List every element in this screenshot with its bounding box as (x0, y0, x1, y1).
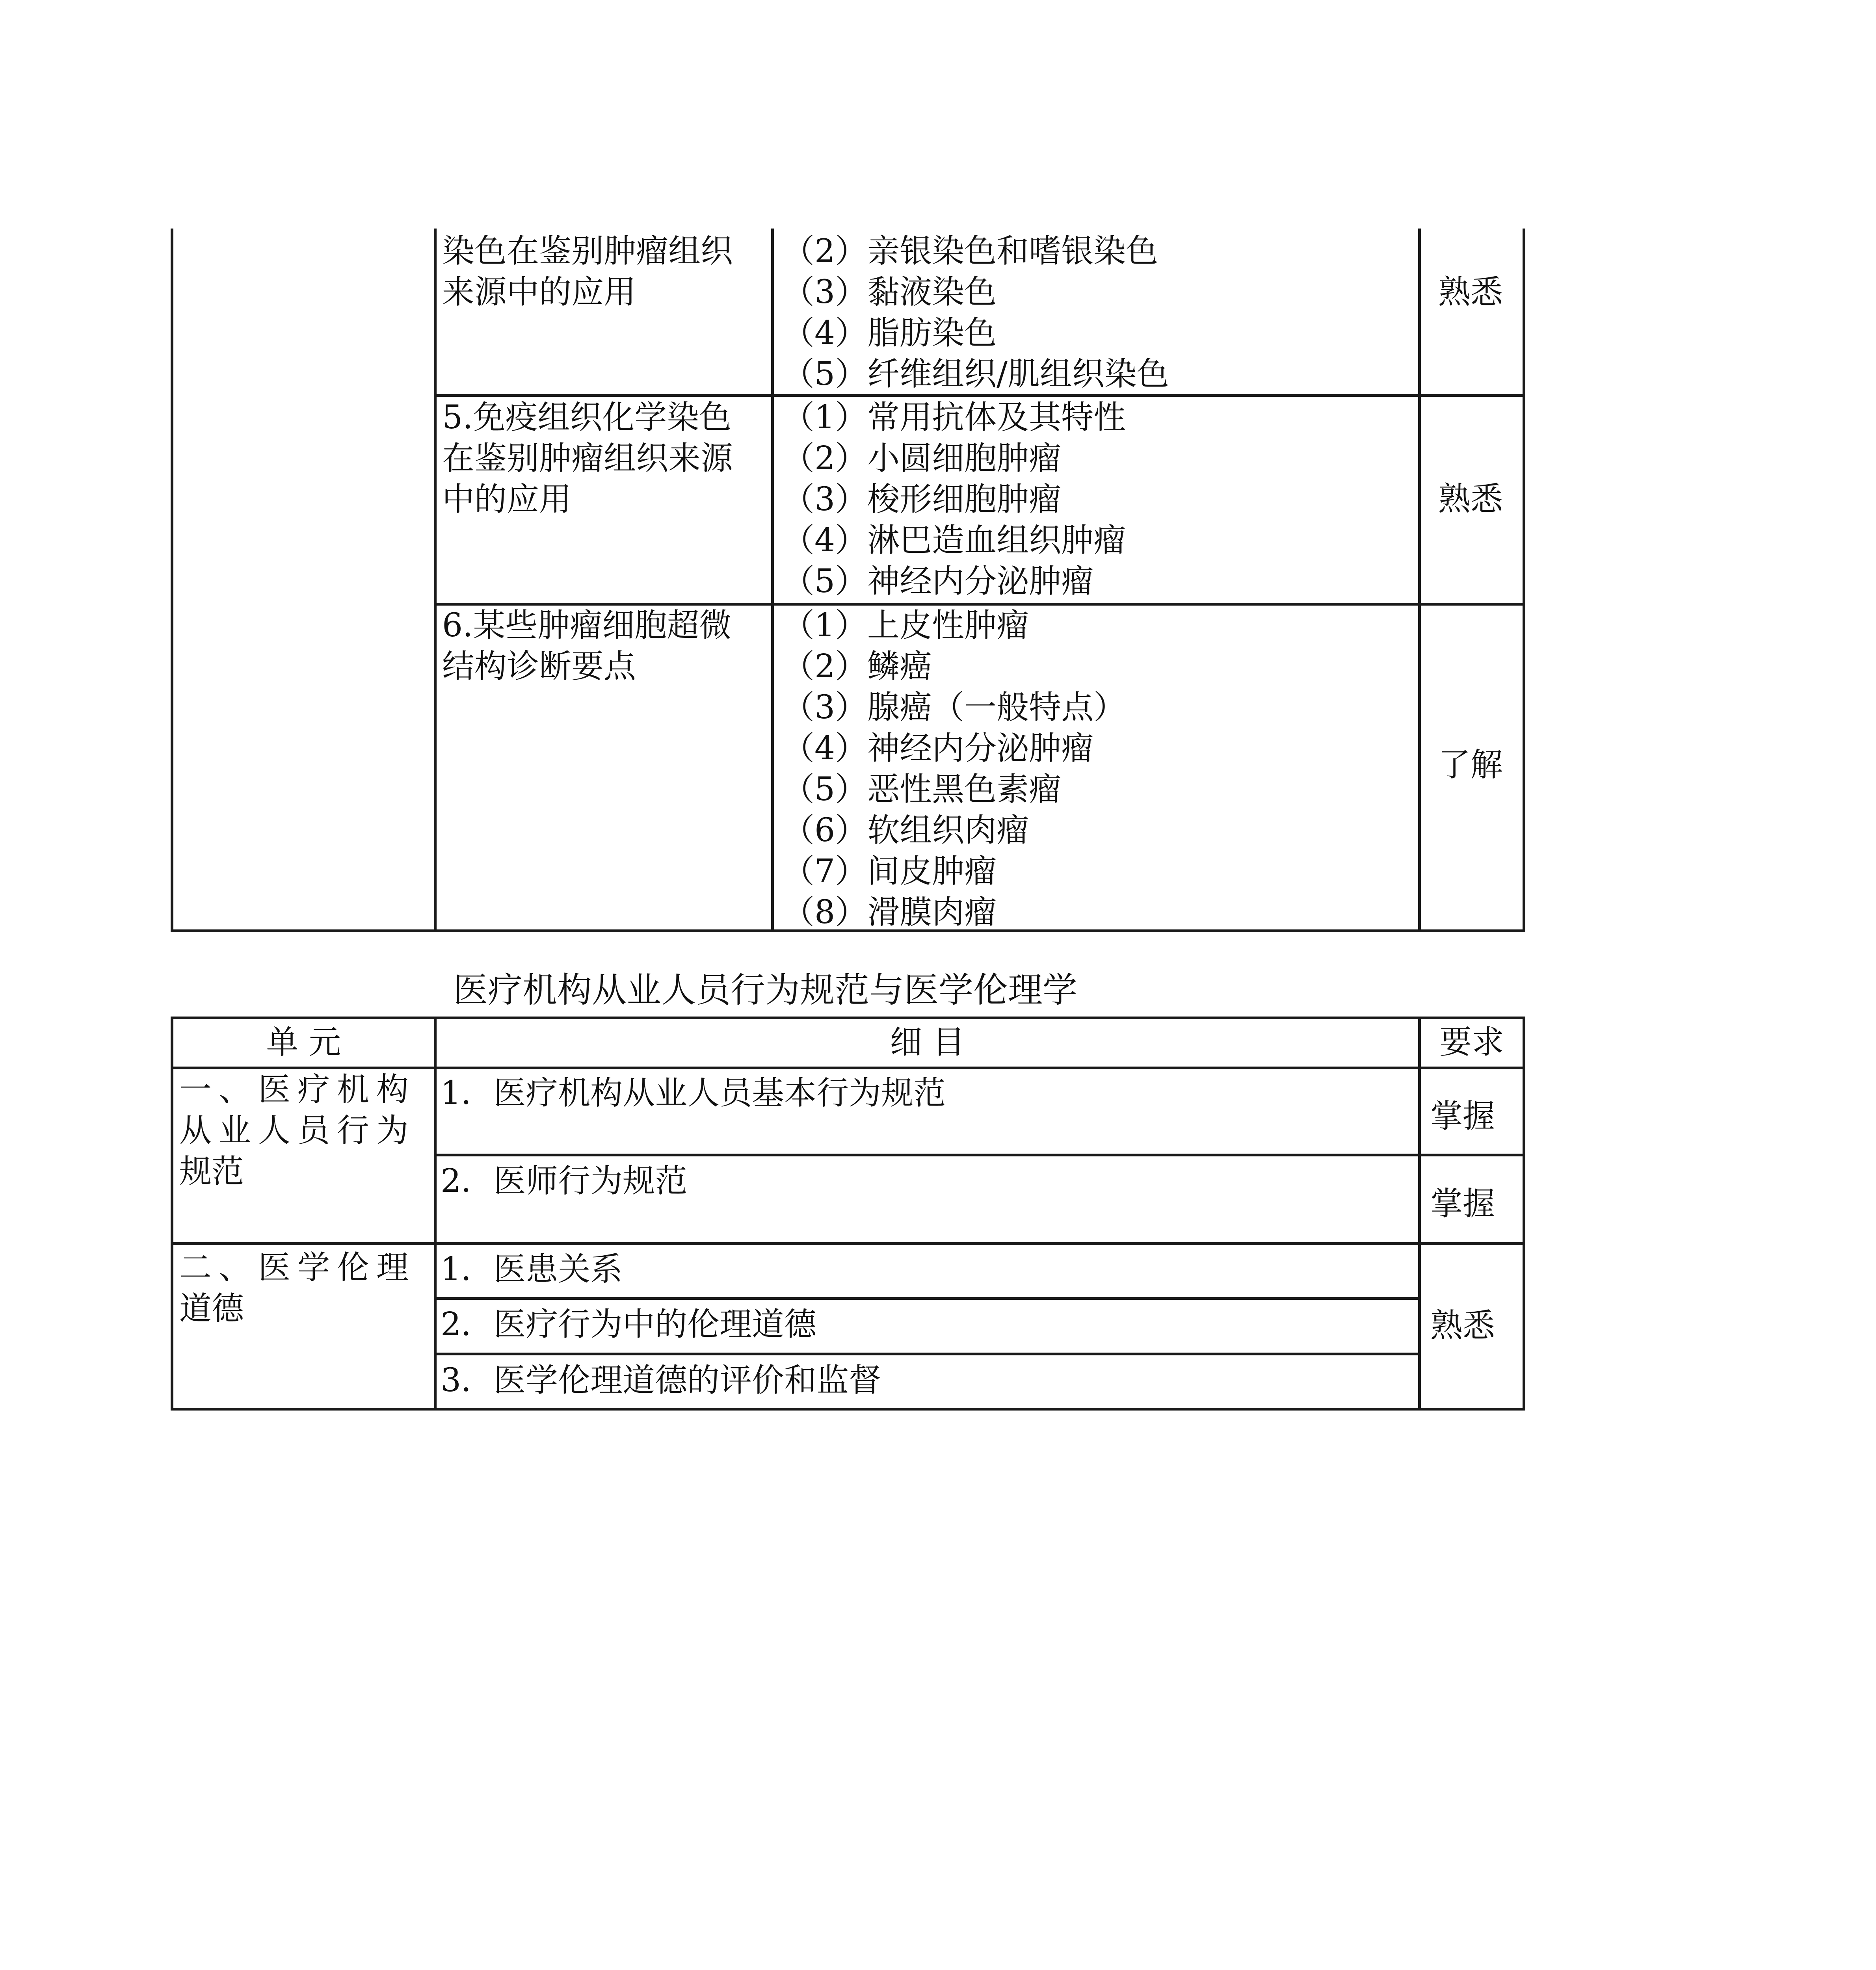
table-border-right (1523, 229, 1525, 932)
topic-line: 来源中的应用 (442, 273, 636, 311)
table-border-bottom (171, 1408, 1525, 1411)
table-row-details (782, 397, 1126, 602)
requirement-level: 了解 (1438, 746, 1503, 784)
detail-item: （3）腺癌（一般特点） (782, 689, 1126, 726)
requirement-level: 掌握 (1430, 1185, 1495, 1223)
header-requirement: 要求 (1439, 1024, 1504, 1061)
row-divider (434, 1154, 1525, 1156)
unit-name (179, 1069, 416, 1192)
unit-name-line: 道德 (179, 1290, 244, 1327)
topic-line: 6.某些肿瘤细胞超微 (442, 607, 732, 644)
table-border-left (171, 229, 173, 932)
column-divider-topic (434, 229, 437, 932)
detail-item: （5）神经内分泌肿瘤 (782, 563, 1094, 600)
table-row-details (782, 605, 1126, 933)
detail-item: 1．医患关系 (441, 1251, 623, 1288)
detail-item: 2．医疗行为中的伦理道德 (441, 1306, 817, 1343)
detail-item: （5）恶性黑色素瘤 (782, 771, 1062, 808)
detail-item: （6）软组织肉瘤 (782, 812, 1029, 849)
detail-item: （2）亲银染色和嗜银染色 (782, 232, 1158, 270)
requirement-level: 熟悉 (1438, 273, 1503, 311)
unit-name (179, 1247, 416, 1329)
column-divider-unit (434, 1017, 437, 1411)
requirement-level: 熟悉 (1438, 480, 1503, 518)
table-row-topic (442, 231, 733, 313)
table-border-top (171, 1017, 1525, 1019)
unit-name-line: 从业人员行为 (179, 1112, 416, 1149)
requirement-level: 熟悉 (1430, 1307, 1495, 1344)
detail-item: （7）间皮肿瘤 (782, 853, 997, 890)
table-row-details (782, 231, 1169, 395)
header-unit: 单 元 (266, 1024, 341, 1061)
detail-item: （5）纤维组织/肌组织染色 (782, 355, 1169, 393)
section-title: 医疗机构从业人员行为规范与医学伦理学 (453, 970, 1078, 1010)
detail-item: （1）常用抗体及其特性 (782, 399, 1126, 436)
table-row-topic (442, 397, 733, 520)
row-divider (434, 1353, 1421, 1355)
detail-item: （2）鳞癌 (782, 648, 932, 685)
detail-item: （4）淋巴造血组织肿瘤 (782, 522, 1126, 559)
topic-line: 在鉴别肿瘤组织来源 (442, 440, 733, 477)
row-divider (434, 1297, 1421, 1300)
detail-item: （3）黏液染色 (782, 273, 997, 311)
header-divider (171, 1067, 1525, 1069)
detail-item: 1．医疗机构从业人员基本行为规范 (441, 1074, 946, 1112)
detail-item: 3．医学伦理道德的评价和监督 (441, 1362, 881, 1399)
detail-item: （3）梭形细胞肿瘤 (782, 481, 1062, 518)
column-divider-requirement (1418, 1017, 1421, 1411)
table-border-left (171, 1017, 173, 1411)
unit-divider (171, 1242, 1525, 1245)
topic-line: 5.免疫组织化学染色 (442, 399, 732, 436)
detail-item: （4）神经内分泌肿瘤 (782, 730, 1094, 767)
table-border-right (1523, 1017, 1525, 1411)
detail-item: （2）小圆细胞肿瘤 (782, 440, 1062, 477)
topic-line: 结构诊断要点 (442, 648, 636, 685)
column-divider-requirement (1418, 229, 1421, 932)
table-row-topic (442, 605, 731, 687)
unit-name-line: 规范 (179, 1153, 244, 1190)
detail-item: （4）脂肪染色 (782, 314, 997, 352)
header-detail: 细 目 (890, 1024, 965, 1061)
column-divider-details (771, 229, 774, 932)
topic-line: 染色在鉴别肿瘤组织 (442, 232, 733, 270)
detail-item: 2．医师行为规范 (441, 1162, 688, 1200)
detail-item: （8）滑膜肉瘤 (782, 894, 997, 931)
unit-name-line: 二、医学伦理 (179, 1249, 416, 1286)
unit-name-line: 一、医疗机构 (179, 1071, 416, 1108)
topic-line: 中的应用 (442, 481, 572, 518)
detail-item: （1）上皮性肿瘤 (782, 607, 1029, 644)
requirement-level: 掌握 (1430, 1098, 1495, 1135)
